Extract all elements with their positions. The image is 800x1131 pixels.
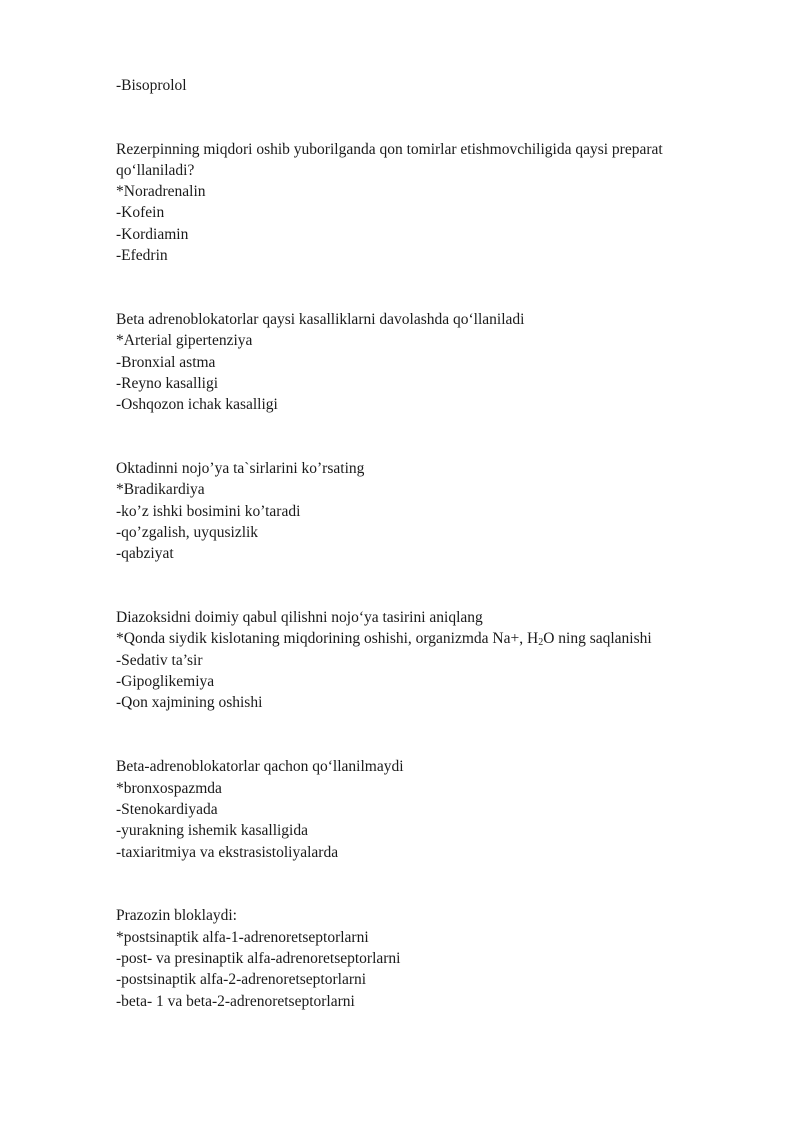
q3-answer-3: -qo’zgalish, uyqusizlik <box>116 524 259 541</box>
q4-answer-2: -Sedativ ta’sir <box>116 652 203 669</box>
q2-answer-2: -Bronxial astma <box>116 354 216 371</box>
q4-answer-1-subscript: 2 <box>538 637 544 648</box>
q2-answer-1: *Arterial gipertenziya <box>116 332 253 349</box>
q3-answer-2: -ko’z ishki bosimini ko’taradi <box>116 503 301 520</box>
q5-answer-2: -Stenokardiyada <box>116 801 218 818</box>
question-6: Prazozin bloklaydi: <box>116 907 237 924</box>
q6-answer-2: -post- va presinaptik alfa-adrenoretseptorlarni <box>116 950 401 967</box>
q4-answer-3: -Gipoglikemiya <box>116 673 215 690</box>
q4-answer-4: -Qon xajmining oshishi <box>116 694 263 711</box>
q3-answer-1: *Bradikardiya <box>116 481 205 498</box>
question-1-line-2: qo‘llaniladi? <box>116 162 195 179</box>
q6-answer-3: -postsinaptik alfa-2-adrenoretseptorlarni <box>116 971 367 988</box>
q5-answer-1: *bronxospazmda <box>116 780 222 797</box>
q3-answer-4: -qabziyat <box>116 545 174 562</box>
q4-answer-1-suffix: O ning saqlanishi <box>543 630 652 647</box>
q4-answer-1 <box>116 628 652 649</box>
q1-answer-2: -Kofein <box>116 204 165 221</box>
q5-answer-3: -yurakning ishemik kasalligida <box>116 822 308 839</box>
q1-answer-4: -Efedrin <box>116 247 168 264</box>
question-1-line-1: Rezerpinning miqdori oshib yuborilganda qon tomirlar etishmovchiligida qaysi preparat <box>116 141 663 158</box>
question-2: Beta adrenoblokatorlar qaysi kasalliklarni davolashda qo‘llaniladi <box>116 311 525 328</box>
q1-answer-1: *Noradrenalin <box>116 183 206 200</box>
q4-answer-1-prefix: *Qonda siydik kislotaning miqdorining oshishi, organizmda Na+, H <box>116 630 539 647</box>
q5-answer-4: -taxiaritmiya va ekstrasistoliyalarda <box>116 844 339 861</box>
q6-answer-1: *postsinaptik alfa-1-adrenoretseptorlarni <box>116 929 369 946</box>
q1-answer-3: -Kordiamin <box>116 226 189 243</box>
q2-answer-4: -Oshqozon ichak kasalligi <box>116 396 278 413</box>
question-4: Diazoksidni doimiy qabul qilishni nojo‘ya tasirini aniqlang <box>116 609 483 626</box>
intro-answer: -Bisoprolol <box>116 77 187 94</box>
q6-answer-4: -beta- 1 va beta-2-adrenoretseptorlarni <box>116 993 355 1010</box>
question-3: Oktadinni nojo’ya ta`sirlarini ko’rsating <box>116 460 365 477</box>
q2-answer-3: -Reyno kasalligi <box>116 375 219 392</box>
question-5: Beta-adrenoblokatorlar qachon qo‘llanilmaydi <box>116 758 404 775</box>
